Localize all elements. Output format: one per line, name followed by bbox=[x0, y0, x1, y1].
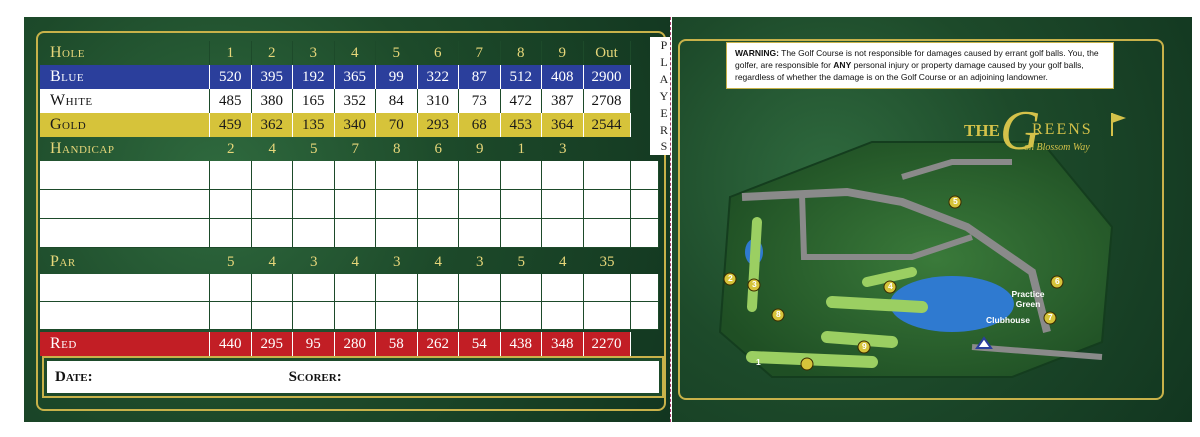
score-cell[interactable] bbox=[418, 190, 460, 219]
yardage-cell: 472 bbox=[501, 89, 543, 113]
red-tee-row bbox=[40, 332, 631, 356]
handicap-cell: 7 bbox=[351, 140, 359, 157]
par-cell: 3 bbox=[476, 253, 484, 270]
score-cell[interactable] bbox=[584, 161, 631, 190]
par-cell: 5 bbox=[227, 253, 235, 270]
hole-number: 6 bbox=[418, 41, 460, 65]
hole-number-label: 6 bbox=[1055, 276, 1060, 286]
yardage-cell: 135 bbox=[293, 113, 335, 137]
blue-tee-row bbox=[40, 65, 631, 89]
yardage-cell: 95 bbox=[293, 332, 335, 356]
player-name-cell[interactable] bbox=[40, 274, 210, 302]
score-cell[interactable] bbox=[459, 274, 501, 302]
out-total bbox=[584, 137, 631, 161]
player-row[interactable] bbox=[40, 190, 659, 219]
logo-reens: REENS bbox=[1032, 121, 1093, 138]
clubhouse-label: Clubhouse bbox=[986, 315, 1030, 325]
par-cell: 3 bbox=[310, 253, 318, 270]
players-letter: E bbox=[660, 105, 668, 120]
score-cell[interactable] bbox=[210, 219, 252, 248]
score-cell[interactable] bbox=[459, 190, 501, 219]
out-total: 2708 bbox=[584, 89, 631, 113]
score-cell[interactable] bbox=[501, 302, 543, 330]
score-cell[interactable] bbox=[252, 190, 294, 219]
par-cell: 5 bbox=[517, 253, 525, 270]
yardage-cell: 387 bbox=[542, 89, 584, 113]
score-cell[interactable] bbox=[418, 274, 460, 302]
score-cell[interactable] bbox=[210, 161, 252, 190]
hole-number-label: 9 bbox=[862, 341, 867, 351]
yardage-cell: 352 bbox=[335, 89, 377, 113]
par-cell: 4 bbox=[434, 253, 442, 270]
score-cell[interactable] bbox=[584, 219, 631, 248]
score-cell[interactable] bbox=[501, 190, 543, 219]
handicap-cell: 5 bbox=[310, 140, 318, 157]
score-cell[interactable] bbox=[252, 219, 294, 248]
score-cell[interactable] bbox=[584, 190, 631, 219]
date-label: Date: bbox=[55, 368, 93, 385]
hole-number-label: 3 bbox=[752, 279, 757, 289]
score-cell[interactable] bbox=[631, 302, 659, 330]
yardage-cell: 262 bbox=[418, 332, 460, 356]
score-cell[interactable] bbox=[376, 302, 418, 330]
yardage-cell: 192 bbox=[293, 65, 335, 89]
score-cell[interactable] bbox=[210, 274, 252, 302]
handicap-row bbox=[40, 137, 631, 161]
row-label: White bbox=[40, 89, 210, 113]
yardage-cell: 280 bbox=[335, 332, 377, 356]
hole-number-label: 4 bbox=[888, 281, 893, 291]
warning-text: The Golf Course is not responsible for damages caused by errant golf balls. You, the golfer, are responsible for bbox=[735, 48, 1099, 70]
players-letter: A bbox=[659, 72, 669, 87]
handicap-cell: 3 bbox=[559, 140, 567, 157]
score-cell[interactable] bbox=[293, 219, 335, 248]
score-cell[interactable] bbox=[210, 190, 252, 219]
par-cell: 4 bbox=[559, 253, 567, 270]
yardage-cell: 68 bbox=[459, 113, 501, 137]
player-row[interactable] bbox=[40, 219, 659, 248]
handicap-cell: 8 bbox=[393, 140, 401, 157]
score-cell[interactable] bbox=[631, 190, 659, 219]
fold-line bbox=[670, 17, 671, 422]
yardage-cell: 362 bbox=[252, 113, 294, 137]
yardage-cell: 408 bbox=[542, 65, 584, 89]
score-cell[interactable] bbox=[542, 219, 584, 248]
yardage-cell: 73 bbox=[459, 89, 501, 113]
yardage-cell: 58 bbox=[376, 332, 418, 356]
score-cell[interactable] bbox=[376, 190, 418, 219]
hole-number: 3 bbox=[293, 41, 335, 65]
fairway bbox=[827, 337, 892, 342]
yardage-cell: 84 bbox=[376, 89, 418, 113]
score-cell[interactable] bbox=[376, 274, 418, 302]
warning-box bbox=[726, 42, 1114, 89]
score-cell[interactable] bbox=[418, 161, 460, 190]
score-cell[interactable] bbox=[542, 274, 584, 302]
practice-green-label: Practice Green bbox=[1011, 289, 1045, 309]
yardage-cell: 485 bbox=[210, 89, 252, 113]
yardage-cell: 348 bbox=[542, 332, 584, 356]
player-name-cell[interactable] bbox=[40, 161, 210, 190]
out-total: 35 bbox=[599, 253, 615, 270]
score-cell[interactable] bbox=[459, 302, 501, 330]
yardage-cell: 295 bbox=[252, 332, 294, 356]
row-label: Red bbox=[40, 332, 210, 356]
yardage-cell: 364 bbox=[542, 113, 584, 137]
score-cell[interactable] bbox=[584, 302, 631, 330]
player-name-cell[interactable] bbox=[40, 190, 210, 219]
score-cell[interactable] bbox=[335, 161, 377, 190]
score-cell[interactable] bbox=[376, 219, 418, 248]
score-cell[interactable] bbox=[542, 190, 584, 219]
player-name-cell[interactable] bbox=[40, 302, 210, 330]
score-cell[interactable] bbox=[293, 190, 335, 219]
score-cell[interactable] bbox=[293, 302, 335, 330]
score-cell[interactable] bbox=[335, 190, 377, 219]
scorer-label: Scorer: bbox=[288, 368, 342, 385]
hole-number-label: 1 bbox=[756, 357, 761, 367]
row-label: Blue bbox=[40, 65, 210, 89]
score-cell[interactable] bbox=[210, 302, 252, 330]
fairway bbox=[752, 222, 757, 307]
yardage-cell: 54 bbox=[459, 332, 501, 356]
hole-number: 4 bbox=[335, 41, 377, 65]
course-map bbox=[712, 132, 1132, 387]
score-cell[interactable] bbox=[631, 161, 659, 190]
score-cell[interactable] bbox=[335, 302, 377, 330]
course-logo bbox=[964, 100, 1134, 169]
players-letter: P bbox=[660, 38, 668, 53]
score-cell[interactable] bbox=[542, 302, 584, 330]
yardage-cell: 438 bbox=[501, 332, 543, 356]
logo-g: G bbox=[1000, 100, 1041, 162]
flag-icon bbox=[1109, 111, 1129, 137]
score-cell[interactable] bbox=[501, 161, 543, 190]
score-cell[interactable] bbox=[252, 161, 294, 190]
score-cell[interactable] bbox=[418, 302, 460, 330]
yardage-cell: 512 bbox=[501, 65, 543, 89]
player-row[interactable] bbox=[40, 161, 659, 190]
white-tee-row bbox=[40, 89, 631, 113]
row-label: Gold bbox=[40, 113, 210, 137]
yardage-cell: 99 bbox=[376, 65, 418, 89]
score-cell[interactable] bbox=[501, 274, 543, 302]
yardage-cell: 87 bbox=[459, 65, 501, 89]
score-cell[interactable] bbox=[459, 161, 501, 190]
signature-footer bbox=[44, 358, 662, 396]
logo-subtitle: on Blossom Way bbox=[1024, 142, 1090, 153]
yardage-cell: 440 bbox=[210, 332, 252, 356]
yardage-cell: 322 bbox=[418, 65, 460, 89]
par-row bbox=[40, 250, 631, 274]
handicap-cell: 1 bbox=[517, 140, 525, 157]
row-label: Hole bbox=[40, 41, 210, 65]
hole-number-label: 7 bbox=[1048, 312, 1053, 322]
out-total: 2544 bbox=[584, 113, 631, 137]
score-cell[interactable] bbox=[501, 219, 543, 248]
hole-number-label: 5 bbox=[953, 196, 958, 206]
score-cell[interactable] bbox=[631, 219, 659, 248]
hole-number: 8 bbox=[501, 41, 543, 65]
player-name-cell[interactable] bbox=[40, 219, 210, 248]
yardage-cell: 340 bbox=[335, 113, 377, 137]
player-row[interactable] bbox=[40, 302, 659, 330]
score-cell[interactable] bbox=[293, 161, 335, 190]
row-label: Handicap bbox=[50, 140, 115, 157]
course-land bbox=[720, 142, 1112, 377]
handicap-cell: 6 bbox=[434, 140, 442, 157]
hole-number: 1 bbox=[210, 41, 252, 65]
hole-number: 2 bbox=[252, 41, 294, 65]
yardage-cell: 453 bbox=[501, 113, 543, 137]
handicap-cell: 2 bbox=[227, 140, 235, 157]
score-cell[interactable] bbox=[252, 274, 294, 302]
score-cell[interactable] bbox=[335, 274, 377, 302]
hole-number: 9 bbox=[542, 41, 584, 65]
warning-title: WARNING: bbox=[735, 48, 779, 58]
hole-number: 5 bbox=[376, 41, 418, 65]
player-row[interactable] bbox=[40, 274, 659, 302]
scorecard-panel bbox=[24, 17, 670, 422]
warning-emphasis: ANY bbox=[833, 60, 852, 70]
players-letter: L bbox=[660, 55, 668, 70]
course-map-panel bbox=[672, 17, 1192, 422]
warning-text: personal injury or property damage caused by your golf balls, regardless of whether the damage is on the Golf Course or an adjoining landowner. bbox=[735, 60, 1084, 82]
par-cell: 3 bbox=[393, 253, 401, 270]
score-cell[interactable] bbox=[376, 161, 418, 190]
score-cell[interactable] bbox=[418, 219, 460, 248]
players-letter: Y bbox=[659, 88, 669, 103]
out-total: 2900 bbox=[584, 65, 631, 89]
handicap-cell: 9 bbox=[476, 140, 484, 157]
hole-number: 7 bbox=[459, 41, 501, 65]
yardage-cell: 459 bbox=[210, 113, 252, 137]
players-letter: S bbox=[660, 139, 668, 154]
score-cell[interactable] bbox=[252, 302, 294, 330]
hole-row bbox=[40, 41, 631, 65]
hole-marker-1 bbox=[801, 358, 813, 370]
score-cell[interactable] bbox=[459, 219, 501, 248]
yardage-cell: 380 bbox=[252, 89, 294, 113]
fairway bbox=[832, 302, 922, 307]
score-cell[interactable] bbox=[293, 274, 335, 302]
yardage-cell: 310 bbox=[418, 89, 460, 113]
score-cell[interactable] bbox=[542, 161, 584, 190]
yardage-cell: 293 bbox=[418, 113, 460, 137]
out-total: Out bbox=[584, 41, 631, 65]
yardage-cell: 70 bbox=[376, 113, 418, 137]
logo-the: THE bbox=[964, 121, 1000, 140]
hole-number-label: 2 bbox=[728, 273, 733, 283]
players-letter: R bbox=[659, 122, 668, 137]
yardage-cell: 165 bbox=[293, 89, 335, 113]
row-label: Par bbox=[50, 253, 76, 270]
yardage-cell: 365 bbox=[335, 65, 377, 89]
score-cell[interactable] bbox=[584, 274, 631, 302]
yardage-cell: 395 bbox=[252, 65, 294, 89]
score-cell[interactable] bbox=[335, 219, 377, 248]
par-cell: 4 bbox=[351, 253, 359, 270]
hole-number-label: 8 bbox=[776, 309, 781, 319]
score-cell[interactable] bbox=[631, 274, 659, 302]
par-cell: 4 bbox=[268, 253, 276, 270]
out-total: 2270 bbox=[584, 332, 631, 356]
handicap-cell: 4 bbox=[268, 140, 276, 157]
yardage-cell: 520 bbox=[210, 65, 252, 89]
gold-tee-row bbox=[40, 113, 631, 137]
